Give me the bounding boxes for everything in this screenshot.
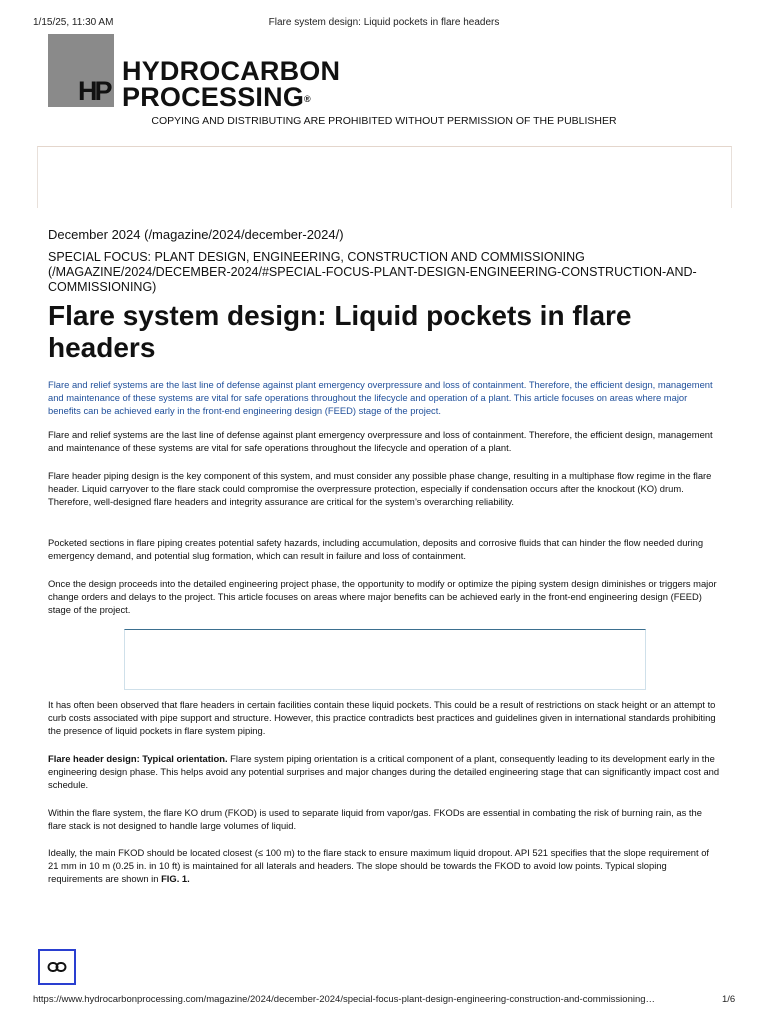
logo-mark: HP (78, 76, 110, 106)
body-paragraph: Pocketed sections in flare piping creates potential safety hazards, including accumulation, deposits and corrosive fluids that can hinder the flow needed during emergency demand, and potential slug formation, which can result in failure and loss of containment. (48, 537, 704, 562)
article-title: Flare system design: Liquid pockets in flare headers (48, 300, 632, 363)
issue-link[interactable]: December 2024 (/magazine/2024/december-2024/) (48, 227, 344, 242)
copyright-notice: COPYING AND DISTRIBUTING ARE PROHIBITED WITHOUT PERMISSION OF THE PUBLISHER (151, 115, 617, 127)
body-paragraph: Flare header piping design is the key component of this system, and must consider any possible phase change, resulting in a multiphase flow regime in the flare header. Liquid carryover to the flare stack could compromise the overpressure protection, especially if condensation occurs after the knockout (KO) drum. Therefore, well-designed flare headers and integrity assurance are critical for the system’s overarching reliability. (48, 470, 712, 508)
ad-banner-top[interactable] (37, 146, 732, 208)
body-paragraph: Flare and relief systems are the last line of defense against plant emergency overpressure and loss of containment. Therefore, the efficient design, management and maintenance of these systems are vital for safe operations throughout the lifecycle and operation of a plant. (48, 429, 713, 454)
page-number: 1/6 (722, 994, 736, 1005)
body-paragraph (48, 752, 720, 792)
brand-name-line1: HYDROCARBON (122, 56, 341, 86)
article-summary: Flare and relief systems are the last line of defense against plant emergency overpressure and loss of containment. Therefore, the efficient design, management and maintenance of these systems are vital for safe operations throughout the lifecycle and operation of a plant. This article focuses on areas where major benefits can be achieved early in the front-end engineering design (FEED) stage of the project. (48, 379, 713, 417)
paragraph-end: . (187, 873, 190, 885)
link-icon (47, 961, 67, 973)
body-paragraph: Once the design proceeds into the detailed engineering project phase, the opportunity to modify or optimize the piping system design diminishes or triggers major change orders and delays to the project. This article focuses on areas where major benefits can be achieved early in the front-end engineering design (FEED) stage of the project. (48, 578, 717, 616)
body-paragraph: Within the flare system, the flare KO drum (FKOD) is used to separate liquid from vapor/gas. FKODs are essential in combating the risk of burning rain, as the flare stack is not designed to handle large volumes of liquid. (48, 807, 702, 832)
brand-name-line2 (122, 84, 311, 110)
body-paragraph: It has often been observed that flare headers in certain facilities contain these liquid pockets. This could be a result of restrictions on stack height or an attempt to curb costs associated with pipe support and structure. However, this practice contradicts best practices and guidelines given in international standards prohibiting the presence of liquid pockets in flare system piping. (48, 699, 716, 737)
figure-reference[interactable]: FIG. 1 (161, 873, 188, 885)
ad-banner-inline[interactable] (124, 629, 646, 690)
registered-mark: ® (304, 94, 311, 104)
section-lead-heading: Flare header design: Typical orientation. (48, 753, 228, 764)
paragraph-text: Ideally, the main FKOD should be located closest (≤ 100 m) to the flare stack to ensure maximum liquid dropout. API 521 specifies that the slope requirement of 21 mm in 10 m (0.25 in. in 10 ft) is maintained for all laterals and headers. The slope should be towards the FKOD to avoid low points. Typical sloping requirements are shown in (48, 847, 710, 885)
copy-link-button[interactable] (38, 949, 76, 985)
brand-line2-text: PROCESSING (122, 82, 305, 112)
body-paragraph (48, 846, 720, 886)
special-focus-link[interactable]: SPECIAL FOCUS: PLANT DESIGN, ENGINEERING, CONSTRUCTION AND COMMISSIONING (/MAGAZINE/2024/DECEMBER-2024/#SPECIAL-FOCUS-PLANT-DESIGN-ENGINEERING-CONSTRUCTION-AND-COMMISSIONING) (48, 250, 697, 294)
print-datetime: 1/15/25, 11:30 AM (33, 17, 114, 28)
print-doc-title: Flare system design: Liquid pockets in flare headers (268, 17, 500, 28)
footer-url: https://www.hydrocarbonprocessing.com/magazine/2024/december-2024/special-focus-plant-design-engineering-construction-and-commissioning… (33, 994, 656, 1005)
paragraph-text: Flare system piping orientation is a critical component of a plant, consequently leading to its development early in the engineering design phase. This helps avoid any potential surprises and major changes during the detailed engineering stage that can significantly impact cost and schedule. (48, 753, 720, 791)
